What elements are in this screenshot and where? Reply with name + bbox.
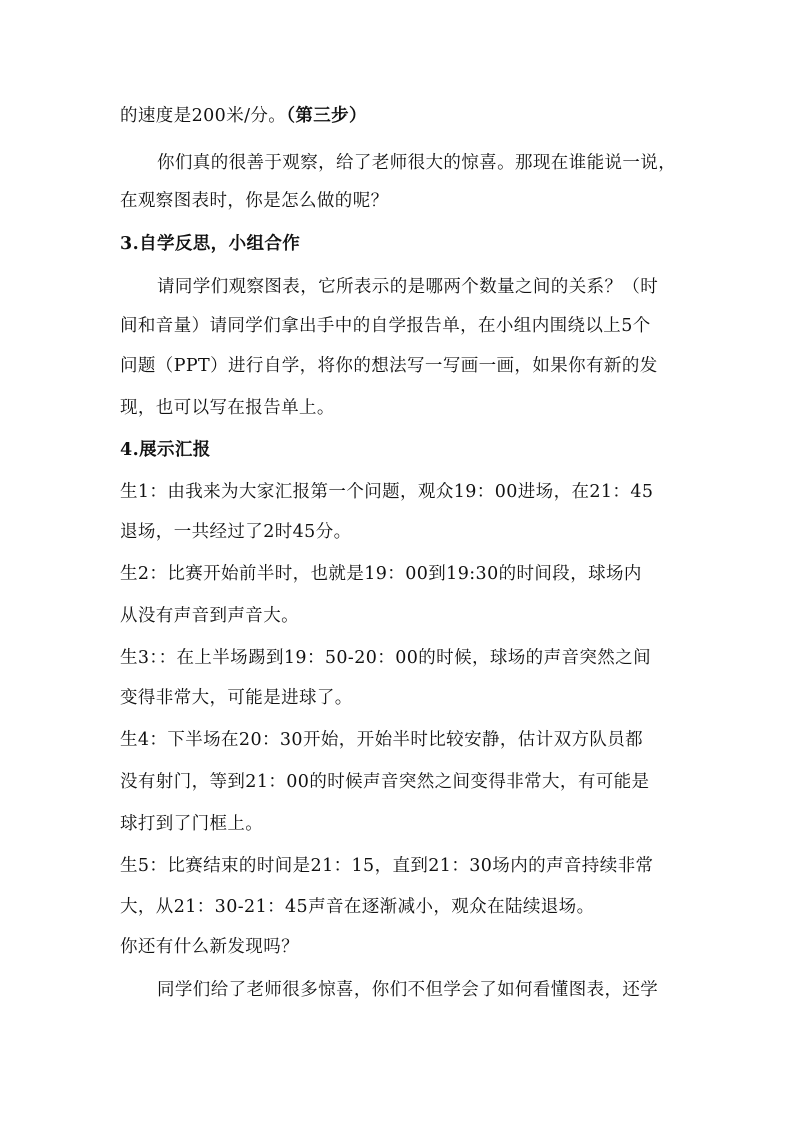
paragraph-line: 间和音量）请同学们拿出手中的自学报告单，在小组内围绕以上5个 xyxy=(120,316,651,336)
paragraph-line: 生1：由我来为大家汇报第一个问题，观众19：00进场，在21：45 xyxy=(120,482,654,502)
paragraph-line: 请同学们观察图表，它所表示的是哪两个数量之间的关系？（时 xyxy=(157,277,659,297)
paragraph-line xyxy=(120,104,367,128)
paragraph-line: 生5：比赛结束的时间是21：15，直到21：30场内的声音持续非常 xyxy=(120,856,654,876)
paragraph-line: 你还有什么新发现吗？ xyxy=(120,937,299,957)
step-label: （第三步） xyxy=(286,106,367,126)
paragraph-line: 生2：比赛开始前半时，也就是19：00到19:30的时间段，球场内 xyxy=(120,564,642,584)
paragraph-line: 问题（PPT）进行自学，将你的想法写一写画一画，如果你有新的发 xyxy=(120,356,658,376)
paragraph-line: 变得非常大，可能是进球了。 xyxy=(120,688,353,708)
text-run: 的速度是200米/分。 xyxy=(120,106,287,126)
paragraph-line: 现，也可以写在报告单上。 xyxy=(120,398,335,418)
section-heading: 3.自学反思，小组合作 xyxy=(120,234,301,254)
paragraph-line: 在观察图表时，你是怎么做的呢？ xyxy=(120,191,389,211)
section-heading: 4.展示汇报 xyxy=(120,440,211,460)
paragraph-line: 你们真的很善于观察，给了老师很大的惊喜。那现在谁能说一说， xyxy=(157,153,677,173)
paragraph-line: 生4：下半场在20：30开始，开始半时比较安静，估计双方队员都 xyxy=(120,730,644,750)
paragraph-line: 从没有声音到声音大。 xyxy=(120,606,299,626)
paragraph-line: 球打到了门框上。 xyxy=(120,814,264,834)
paragraph-line: 生3：：在上半场踢到19：50-20：00的时候，球场的声音突然之间 xyxy=(120,648,651,668)
paragraph-line: 大，从21：30-21：45声音在逐渐减小，观众在陆续退场。 xyxy=(120,897,595,917)
paragraph-line: 同学们给了老师很多惊喜，你们不但学会了如何看懂图表，还学 xyxy=(157,980,659,1000)
paragraph-line: 退场，一共经过了2时45分。 xyxy=(120,522,352,542)
paragraph-line: 没有射门，等到21：00的时候声音突然之间变得非常大，有可能是 xyxy=(120,772,650,792)
